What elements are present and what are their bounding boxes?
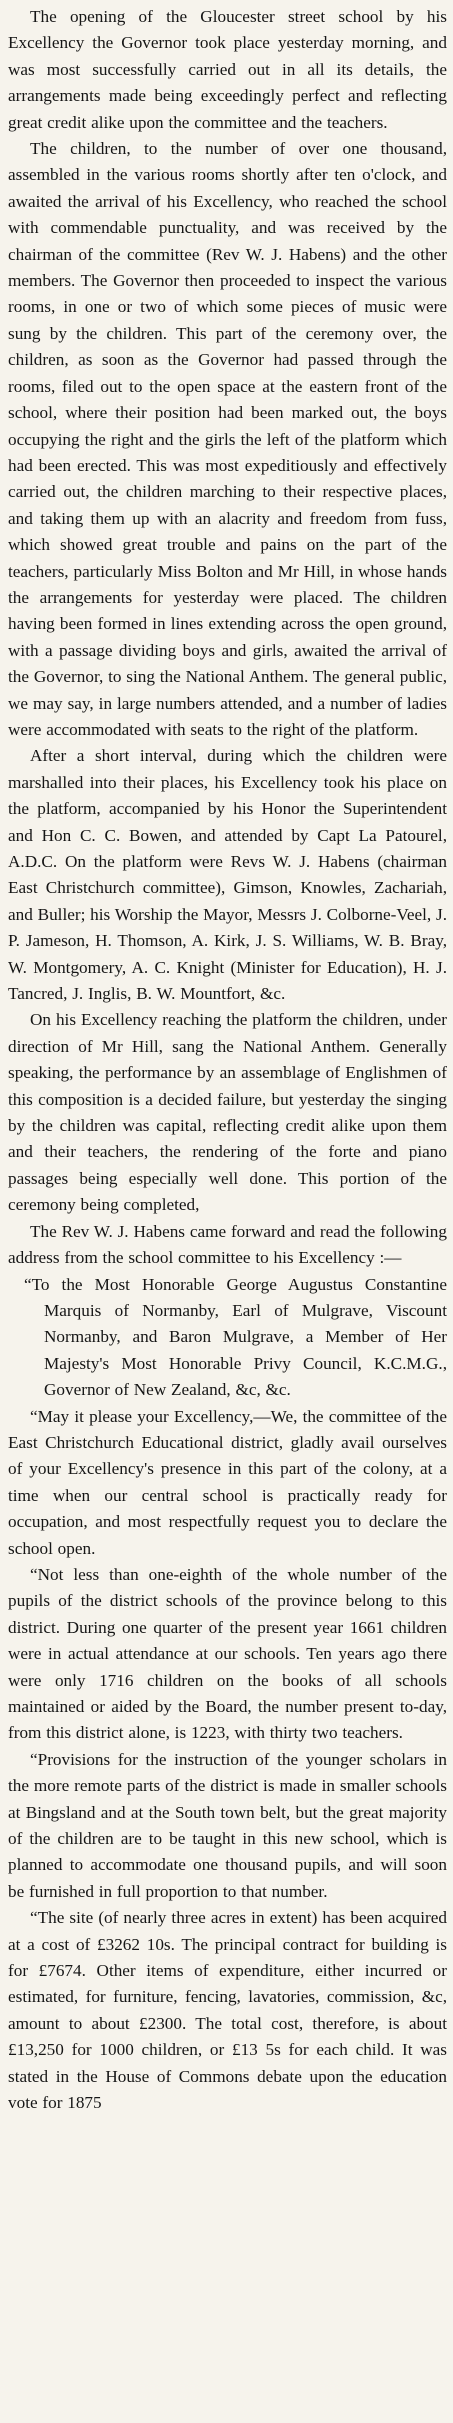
address-salutation: “To the Most Honorable George Augustus Constantine Marquis of Normanby, Earl of Mulgrave, Viscount Normanby, and Baron Mulgrave, a Member of Her Majesty's Most Honorable Privy Council, K.C.M.G., Governor of New Zealand, &c, &c. (24, 1274, 447, 1400)
address-opening-paragraph: “May it please your Excellency,—We, the committee of the East Christchurch Educational district, gladly avail ourselves of your Excellency's presence in this part of the colony, at a time when our central school is practically ready for occupation, and most respectfully request you to declare the school open. (8, 1406, 447, 1558)
opening-paragraph: The opening of the Gloucester street school by his Excellency the Governor took place yesterday morning, and was most successfully carried out in all its details, the arrangements made being exceedingly perfect and reflecting great credit alike upon the committee and the teachers. (8, 7, 447, 132)
platform-party-paragraph: After a short interval, during which the children were marshalled into their places, his Excellency took his place on the platform, accompanied by his Honor the Superintendent and Hon C. C. Bowen, and attended by Capt La Patourel, A.D.C. On the platform were Revs W. J. Habens (chairman East Christchurch committee), Gimson, Knowles, Zachariah, and Buller; his Worship the Mayor, Messrs J. Colborne-Veel, J. P. Jameson, H. Thomson, A. Kirk, J. S. Williams, W. B. Bray, W. Montgomery, A. C. Knight (Minister for Education), H. J. Tancred, J. Inglis, B. W. Mountfort, &c. (8, 746, 447, 1004)
address-provisions-paragraph: “Provisions for the instruction of the younger scholars in the more remote parts of the district is made in smaller schools at Bingsland and at the South town belt, but the great majority of the children are to be taught in this new school, which is planned to accommodate one thousand pupils, and will soon be furnished in full proportion to that number. (8, 1749, 447, 1901)
address-cost-paragraph: “The site (of nearly three acres in extent) has been acquired at a cost of £3262 10s. The principal contract for building is for £7674. Other items of expenditure, either incurred or estimated, for furniture, fencing, lavatories, commission, &c, amount to about £2300. The total cost, therefore, is about £13,250 for 1000 children, or £13 5s for each child. It was stated in the House of Commons debate upon the education vote for 1875 (8, 1908, 447, 2113)
address-attendance-paragraph: “Not less than one-eighth of the whole number of the pupils of the district schools of the province belong to this district. During one quarter of the present year 1661 children were in actual attendance at our schools. Ten years ago there were only 1716 children on the books of all schools maintained or aided by the Board, the number present to-day, from this district alone, is 1223, with thirty two teachers. (8, 1564, 447, 1743)
address-intro-paragraph: The Rev W. J. Habens came forward and read the following address from the school committee to his Excellency :— (8, 1221, 447, 1268)
assembly-paragraph: The children, to the number of over one thousand, assembled in the various rooms shortly after ten o'clock, and awaited the arrival of his Excellency, who reached the school with commendable punctuality, and was received by the chairman of the committee (Rev W. J. Habens) and the other members. The Governor then proceeded to inspect the various rooms, in one or two of which some pieces of music were sung by the children. This part of the ceremony over, the children, as soon as the Governor had passed through the rooms, filed out to the open space at the eastern front of the school, where their position had been marked out, the boys occupying the right and the girls the left of the platform which had been erected. This was most expeditiously and effectively carried out, the children marching to their respective places, and taking them up with an alacrity and freedom from fuss, which showed great trouble and pains on the part of the teachers, particularly Miss Bolton and Mr Hill, in whose hands the arrangements for yesterday were placed. The children having been formed in lines extending across the open ground, with a passage dividing boys and girls, awaited the arrival of the Governor, to sing the National Anthem. The general public, we may say, in large numbers attended, and a number of ladies were accommodated with seats to the right of the platform. (8, 139, 447, 739)
news-article-column (8, 4, 447, 2117)
national-anthem-paragraph: On his Excellency reaching the platform the children, under direction of Mr Hill, sang the National Anthem. Generally speaking, the performance by an assemblage of Englishmen of this composition is a decided failure, but yesterday the singing by the children was capital, reflecting credit alike upon them and their teachers, the rendering of the forte and piano passages being especially well done. This portion of the ceremony being completed, (8, 1010, 447, 1215)
